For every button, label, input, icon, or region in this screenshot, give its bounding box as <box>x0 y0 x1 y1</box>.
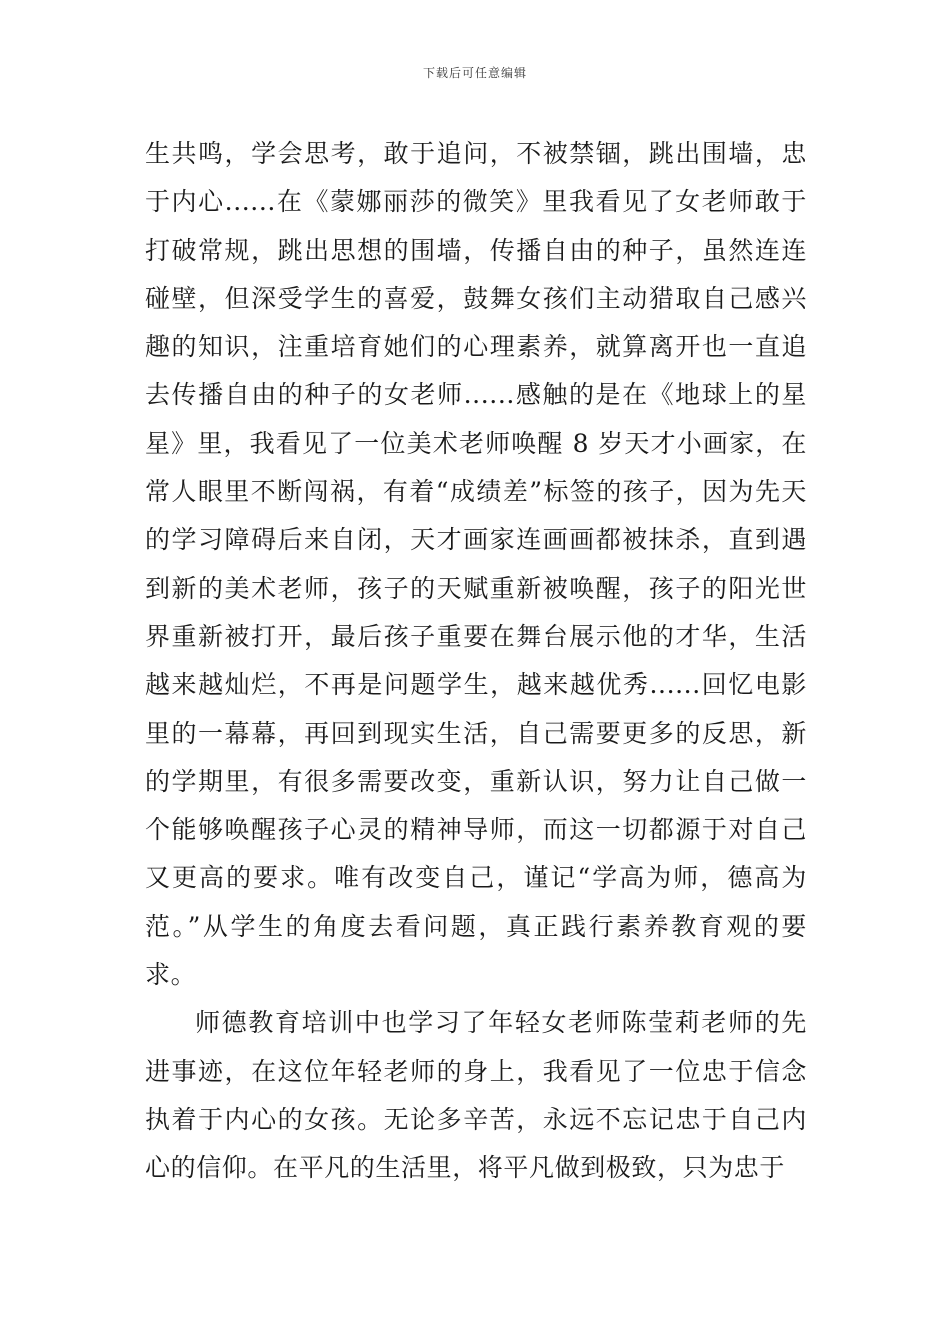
paragraph-continued: 生共鸣，学会思考，敢于追问，不被禁锢，跳出围墙，忠于内心......在《蒙娜丽莎的微笑》里我看见了女老师敢于打破常规，跳出思想的围墙，传播自由的种子，虽然连连碰壁，但深受学生的喜爱，鼓舞女孩们主动猎取自己感兴趣的知识，注重培育她们的心理素养，就算离开也一直追去传播自由的种子的女老师......感触的是在《地球上的星星》里，我看见了一位美术老师唤醒 8 岁天才小画家，在常人眼里不断闯祸，有着“成绩差”标签的孩子，因为先天的学习障碍后来自闭，天才画家连画画都被抹杀，直到遇到新的美术老师，孩子的天赋重新被唤醒，孩子的阳光世界重新被打开，最后孩子重要在舞台展示他的才华，生活越来越灿烂，不再是问题学生，越来越优秀......回忆电影里的一幕幕，再回到现实生活，自己需要更多的反思，新的学期里，有很多需要改变，重新认识，努力让自己做一个能够唤醒孩子心灵的精神导师，而这一切都源于对自己又更高的要求。唯有改变自己，谨记“学高为师，德高为范。”从学生的角度去看问题，真正践行素养教育观的要求。 <box>145 139 807 990</box>
page-header-note: 下载后可任意编辑 <box>422 66 527 80</box>
paragraph-teacher-training: 师德教育培训中也学习了年轻女老师陈莹莉老师的先进事迹，在这位年轻老师的身上，我看见了一位忠于信念执着于内心的女孩。无论多辛苦，永远不忘记忠于自己内心的信仰。在平凡的生活里，将平凡做到极致，只为忠于 <box>145 1008 807 1183</box>
document-body <box>145 130 807 1193</box>
